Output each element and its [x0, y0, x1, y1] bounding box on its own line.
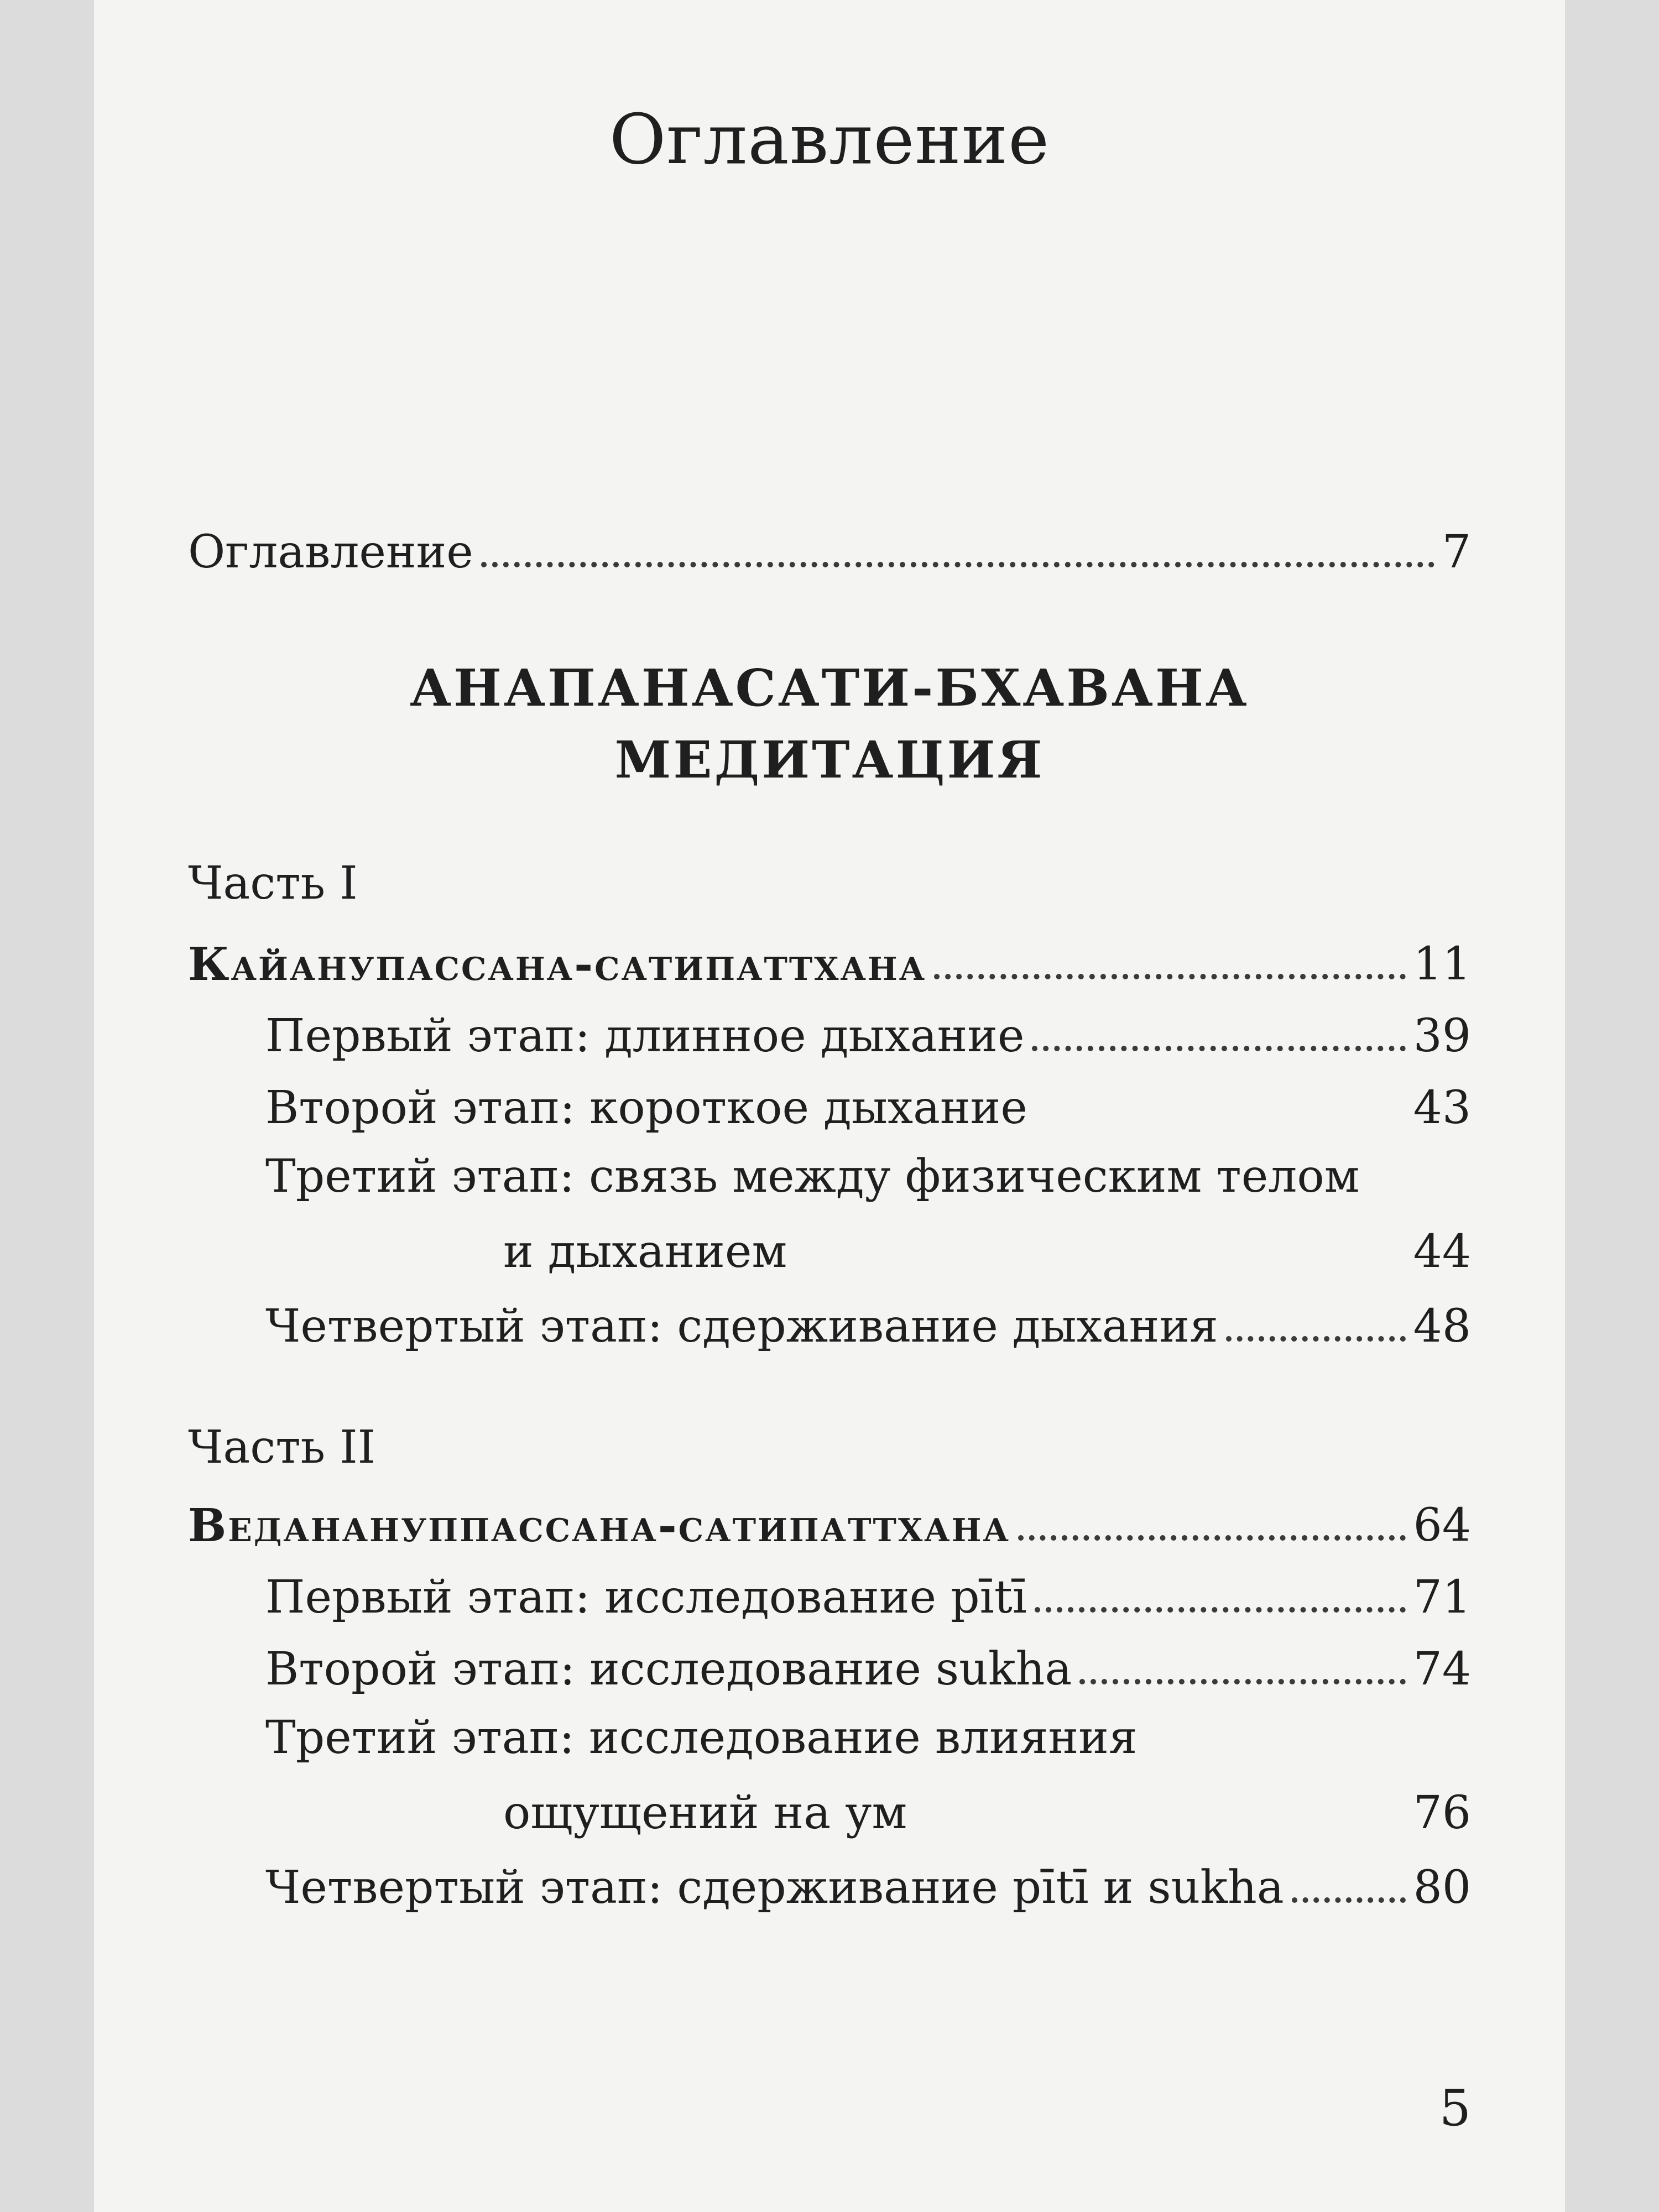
- toc-entry[interactable]: ощущений на ум 76: [503, 1787, 1471, 1839]
- toc-section-entry[interactable]: Кайанупассана-сатипаттхана 11: [188, 938, 1471, 991]
- leader-dots: [481, 562, 1434, 567]
- toc-entry[interactable]: и дыханием 44: [503, 1225, 1471, 1278]
- book-title-line-1: АНАПАНАСАТИ-БХАВАНА: [410, 658, 1249, 718]
- leader-dots: [934, 974, 1405, 979]
- page-title: Оглавление: [609, 100, 1050, 180]
- toc-entry[interactable]: Второй этап: исследование sukha 74: [265, 1643, 1471, 1695]
- toc-entry[interactable]: Второй этап: короткое дыхание 43: [265, 1082, 1471, 1134]
- leader-dots: [1035, 1607, 1406, 1613]
- leader-dots: [1018, 1535, 1406, 1541]
- book-title-line-2: МЕДИТАЦИЯ: [614, 730, 1045, 790]
- toc-section-entry[interactable]: Веданануппассана-сатипаттхана 64: [188, 1499, 1471, 1552]
- toc-entry[interactable]: Четвертый этап: сдерживание pītī и sukha 80: [265, 1861, 1471, 1914]
- toc-entry[interactable]: Первый этап: длинное дыхание 39: [265, 1010, 1471, 1062]
- part-label: Часть I: [188, 857, 358, 910]
- leader-dots: [1079, 1679, 1405, 1684]
- toc-entry[interactable]: Четвертый этап: сдерживание дыхания 48: [265, 1300, 1471, 1353]
- toc-entry-contents[interactable]: Оглавление 7: [188, 526, 1471, 578]
- toc-entry[interactable]: Первый этап: исследование pītī 71: [265, 1571, 1471, 1624]
- part-label: Часть II: [188, 1421, 376, 1474]
- book-page: [94, 0, 1565, 2212]
- toc-entry-text[interactable]: Третий этап: связь между физическим телом: [265, 1150, 1360, 1203]
- leader-dots: [1032, 1046, 1405, 1051]
- leader-dots: [1292, 1897, 1406, 1903]
- leader-dots: [1226, 1336, 1406, 1342]
- toc-entry-text[interactable]: Третий этап: исследование влияния: [265, 1712, 1138, 1764]
- page-number: 5: [1439, 2079, 1471, 2137]
